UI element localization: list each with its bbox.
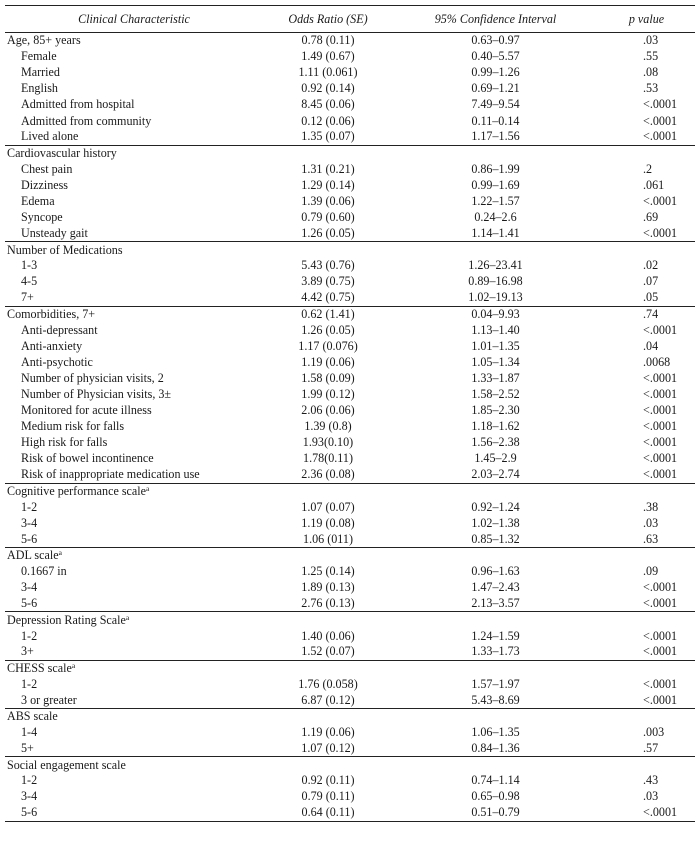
p-value-cell: <.0001	[643, 322, 678, 337]
characteristic-cell: Anti-anxiety	[21, 338, 83, 353]
characteristic-cell: 3-4	[21, 580, 38, 595]
characteristic-cell: 1-3	[21, 258, 38, 273]
table-row	[5, 338, 695, 354]
p-value-cell: .69	[643, 210, 659, 225]
confidence-interval-cell: 0.24–2.6	[474, 210, 517, 225]
table-row	[5, 580, 695, 596]
footnote-marker: a	[58, 548, 62, 558]
header-confidence-interval: 95% Confidence Interval	[393, 6, 598, 33]
group-header-row	[5, 612, 695, 628]
group-header-row	[5, 757, 695, 773]
confidence-interval-cell: 1.13–1.40	[471, 322, 520, 337]
p-value-cell: .55	[643, 49, 659, 64]
p-value-cell: .03	[598, 33, 695, 49]
p-value-cell: <.0001	[643, 451, 678, 466]
p-value-cell: .0068	[643, 354, 671, 369]
characteristic-cell: 1-2	[21, 676, 38, 691]
odds-ratio-cell: 1.31 (0.21)	[301, 161, 355, 176]
table-row	[5, 644, 695, 660]
odds-ratio-cell: 1.78(0.11)	[303, 451, 353, 466]
table-row	[5, 226, 695, 242]
p-value-cell: .03	[643, 515, 659, 530]
confidence-interval-cell: 1.14–1.41	[471, 225, 520, 240]
confidence-interval-cell: 1.57–1.97	[471, 676, 520, 691]
p-value-cell: .57	[643, 740, 659, 755]
group-title-text: CHESS scale	[7, 660, 72, 675]
odds-ratio-cell: 1.26 (0.05)	[301, 322, 355, 337]
table-row	[5, 419, 695, 435]
p-value-cell: <.0001	[643, 387, 678, 402]
group-header-row	[5, 548, 695, 564]
confidence-interval-cell: 0.40–5.57	[471, 49, 520, 64]
table-row	[5, 564, 695, 580]
group-header-row	[5, 483, 695, 499]
table-row	[5, 387, 695, 403]
table-row	[5, 129, 695, 145]
confidence-interval-cell: 2.03–2.74	[471, 467, 520, 482]
odds-ratio-cell: 1.49 (0.67)	[301, 49, 355, 64]
characteristic-cell: Married	[21, 65, 60, 80]
characteristic-cell: Syncope	[21, 210, 63, 225]
characteristic-cell: 3+	[21, 644, 34, 659]
confidence-interval-cell: 1.18–1.62	[471, 419, 520, 434]
p-value-cell: .08	[643, 65, 659, 80]
p-value-cell: .061	[643, 177, 665, 192]
characteristic-cell: Female	[21, 49, 57, 64]
group-title	[5, 483, 695, 499]
p-value-cell: .09	[643, 564, 659, 579]
table-row	[5, 805, 695, 821]
group-header-row	[5, 145, 695, 161]
group-header-row	[5, 242, 695, 258]
characteristic-cell: 4-5	[21, 274, 38, 289]
odds-ratio-cell: 1.76 (0.058)	[298, 676, 358, 691]
odds-ratio-cell: 3.89 (0.75)	[301, 274, 355, 289]
confidence-interval-cell: 1.02–1.38	[471, 515, 520, 530]
odds-ratio-cell: 1.07 (0.12)	[301, 740, 355, 755]
table-row	[5, 274, 695, 290]
characteristic-cell: Number of physician visits, 2	[21, 371, 164, 386]
characteristic-cell: 5+	[21, 740, 34, 755]
odds-ratio-cell: 5.43 (0.76)	[301, 258, 355, 273]
header-p-value: p value	[598, 6, 695, 33]
confidence-interval-cell: 1.06–1.35	[471, 725, 520, 740]
p-value-cell: <.0001	[643, 419, 678, 434]
characteristic-cell: 3 or greater	[21, 692, 77, 707]
table-row	[5, 467, 695, 483]
odds-ratio-cell: 0.62 (1.41)	[263, 306, 393, 322]
table-row	[5, 499, 695, 515]
table-row	[5, 81, 695, 97]
group-title-text: Cardiovascular history	[7, 145, 117, 160]
p-value-cell: <.0001	[643, 225, 678, 240]
characteristic-cell: Lived alone	[21, 129, 79, 144]
footnote-marker: a	[146, 483, 150, 493]
p-value-cell: <.0001	[643, 193, 678, 208]
table-row	[5, 322, 695, 338]
characteristic-cell: Edema	[21, 193, 55, 208]
odds-ratio-cell: 0.78 (0.11)	[263, 33, 393, 49]
characteristic-cell: Age, 85+ years	[5, 33, 263, 49]
footnote-marker: a	[125, 612, 130, 622]
confidence-interval-cell: 1.05–1.34	[471, 354, 520, 369]
odds-ratio-cell: 0.92 (0.14)	[301, 81, 355, 96]
odds-ratio-cell: 1.07 (0.07)	[301, 499, 355, 514]
p-value-cell: <.0001	[643, 644, 678, 659]
odds-ratio-cell: 0.12 (0.06)	[301, 113, 355, 128]
group-title	[5, 242, 695, 258]
odds-ratio-cell: 2.36 (0.08)	[301, 467, 355, 482]
table-row	[5, 435, 695, 451]
confidence-interval-cell: 0.74–1.14	[471, 773, 520, 788]
group-title-text: Number of Medications	[7, 242, 123, 257]
table-row	[5, 596, 695, 612]
characteristic-cell: Medium risk for falls	[21, 419, 125, 434]
p-value-cell: .38	[643, 499, 659, 514]
odds-ratio-cell: 4.42 (0.75)	[301, 290, 355, 305]
odds-ratio-cell: 1.58 (0.09)	[301, 371, 355, 386]
table-row	[5, 97, 695, 113]
confidence-interval-cell: 7.49–9.54	[471, 97, 520, 112]
p-value-cell: .02	[643, 258, 659, 273]
odds-ratio-cell: 0.92 (0.11)	[301, 773, 355, 788]
table-row	[5, 676, 695, 692]
table-row	[5, 290, 695, 306]
confidence-interval-cell: 0.85–1.32	[471, 531, 520, 546]
odds-ratio-cell: 1.19 (0.06)	[301, 725, 355, 740]
characteristic-cell: Anti-depressant	[21, 322, 98, 337]
group-title	[5, 757, 695, 773]
table-row	[5, 515, 695, 531]
table-row	[5, 49, 695, 65]
footnote-marker: a	[71, 660, 76, 670]
characteristic-cell: Number of Physician visits, 3±	[21, 387, 172, 402]
p-value-cell: <.0001	[643, 692, 678, 707]
confidence-interval-cell: 0.86–1.99	[471, 161, 520, 176]
table-body	[5, 33, 695, 822]
confidence-interval-cell: 1.22–1.57	[471, 193, 520, 208]
odds-ratio-cell: 2.06 (0.06)	[301, 403, 355, 418]
table-row	[5, 725, 695, 741]
confidence-interval-cell: 1.33–1.73	[471, 644, 520, 659]
p-value-cell: <.0001	[643, 435, 678, 450]
group-title-text: ADL scale	[7, 548, 59, 563]
table-row	[5, 692, 695, 708]
confidence-interval-cell: 1.24–1.59	[471, 628, 520, 643]
characteristic-cell: Monitored for acute illness	[21, 403, 152, 418]
odds-ratio-cell: 1.17 (0.076)	[298, 338, 358, 353]
odds-ratio-cell: 6.87 (0.12)	[301, 692, 355, 707]
odds-ratio-cell: 1.40 (0.06)	[301, 628, 355, 643]
odds-ratio-table	[5, 5, 695, 822]
characteristic-cell: English	[21, 81, 58, 96]
group-title-text: Cognitive performance scale	[7, 483, 147, 498]
table-row	[5, 210, 695, 226]
odds-ratio-cell: 1.93(0.10)	[302, 435, 354, 450]
characteristic-cell: 5-6	[5, 805, 263, 821]
p-value-cell: <.0001	[643, 113, 678, 128]
characteristic-cell: High risk for falls	[21, 435, 108, 450]
characteristic-cell: 1-4	[21, 725, 38, 740]
confidence-interval-cell: 1.17–1.56	[471, 129, 520, 144]
odds-ratio-cell: 1.39 (0.06)	[301, 193, 355, 208]
table-row	[5, 773, 695, 789]
p-value-cell: .003	[643, 725, 665, 740]
confidence-interval-cell: 0.65–0.98	[471, 789, 520, 804]
header-clinical-characteristic: Clinical Characteristic	[5, 6, 263, 33]
odds-ratio-cell: 1.99 (0.12)	[301, 387, 355, 402]
table-row	[5, 258, 695, 274]
p-value-cell: .04	[643, 338, 659, 353]
group-title	[5, 612, 695, 628]
p-value-cell: .03	[643, 789, 659, 804]
odds-ratio-cell: 1.29 (0.14)	[301, 177, 355, 192]
confidence-interval-cell: 1.02–19.13	[468, 290, 523, 305]
p-value-cell: .2	[643, 161, 653, 176]
characteristic-cell: 5-6	[21, 596, 38, 611]
characteristic-cell: Anti-psychotic	[21, 354, 93, 369]
odds-ratio-cell: 1.19 (0.06)	[301, 354, 355, 369]
confidence-interval-cell: 1.56–2.38	[471, 435, 520, 450]
confidence-interval-cell: 1.47–2.43	[471, 580, 520, 595]
p-value-cell: <.0001	[643, 596, 678, 611]
table-row	[5, 370, 695, 386]
group-header-row	[5, 660, 695, 676]
p-value-cell: <.0001	[643, 403, 678, 418]
odds-ratio-cell: 0.64 (0.11)	[263, 805, 393, 821]
confidence-interval-cell: 2.13–3.57	[471, 596, 520, 611]
confidence-interval-cell: 0.92–1.24	[471, 499, 520, 514]
characteristic-cell: 1-2	[21, 628, 38, 643]
characteristic-cell: Risk of bowel incontinence	[21, 451, 154, 466]
odds-ratio-cell: 0.79 (0.11)	[301, 789, 355, 804]
table-row	[5, 403, 695, 419]
characteristic-cell: Comorbidities, 7+	[5, 306, 263, 322]
p-value-cell: <.0001	[643, 676, 678, 691]
table-header	[5, 6, 695, 33]
confidence-interval-cell: 5.43–8.69	[471, 692, 520, 707]
table-row	[5, 628, 695, 644]
header-odds-ratio: Odds Ratio (SE)	[263, 6, 393, 33]
characteristic-cell: Risk of inappropriate medication use	[21, 467, 200, 482]
odds-ratio-cell: 1.06 (011)	[303, 531, 353, 546]
characteristic-cell: 7+	[21, 290, 34, 305]
p-value-cell: <.0001	[598, 805, 695, 821]
group-title-text: Depression Rating Scale	[7, 612, 126, 627]
odds-ratio-cell: 1.19 (0.08)	[301, 515, 355, 530]
confidence-interval-cell: 0.04–9.93	[393, 306, 598, 322]
group-title	[5, 548, 695, 564]
odds-ratio-cell: 2.76 (0.13)	[301, 596, 355, 611]
confidence-interval-cell: 1.26–23.41	[468, 258, 523, 273]
confidence-interval-cell: 0.69–1.21	[471, 81, 520, 96]
header-row	[5, 6, 695, 33]
confidence-interval-cell: 1.45–2.9	[474, 451, 517, 466]
group-title-text: Social engagement scale	[7, 757, 126, 772]
table-row	[5, 306, 695, 322]
odds-ratio-cell: 1.52 (0.07)	[301, 644, 355, 659]
confidence-interval-cell: 1.85–2.30	[471, 403, 520, 418]
odds-ratio-cell: 1.26 (0.05)	[301, 225, 355, 240]
table-row	[5, 451, 695, 467]
p-value-cell: <.0001	[643, 97, 678, 112]
characteristic-cell: 3-4	[21, 515, 38, 530]
confidence-interval-cell: 1.33–1.87	[471, 371, 520, 386]
table-row	[5, 741, 695, 757]
table-row	[5, 33, 695, 49]
group-header-row	[5, 708, 695, 724]
confidence-interval-cell: 1.01–1.35	[471, 338, 520, 353]
p-value-cell: .74	[598, 306, 695, 322]
confidence-interval-cell: 0.96–1.63	[471, 564, 520, 579]
table-row	[5, 531, 695, 547]
p-value-cell: .07	[643, 274, 659, 289]
odds-ratio-cell: 1.11 (0.061)	[298, 65, 358, 80]
odds-ratio-cell: 8.45 (0.06)	[301, 97, 355, 112]
confidence-interval-cell: 0.89–16.98	[468, 274, 523, 289]
table-row	[5, 113, 695, 129]
characteristic-cell: 1-2	[21, 773, 38, 788]
table-row	[5, 65, 695, 81]
confidence-interval-cell: 0.99–1.26	[471, 65, 520, 80]
p-value-cell: .63	[643, 531, 659, 546]
p-value-cell: <.0001	[643, 580, 678, 595]
table-row	[5, 789, 695, 805]
odds-ratio-cell: 1.35 (0.07)	[301, 129, 355, 144]
characteristic-cell: Admitted from community	[21, 113, 152, 128]
confidence-interval-cell: 0.99–1.69	[471, 177, 520, 192]
characteristic-cell: 1-2	[21, 499, 38, 514]
group-title-text: ABS scale	[7, 709, 58, 724]
p-value-cell: .53	[643, 81, 659, 96]
p-value-cell: .05	[643, 290, 659, 305]
odds-ratio-cell: 1.25 (0.14)	[301, 564, 355, 579]
characteristic-cell: Unsteady gait	[21, 225, 88, 240]
table-row	[5, 161, 695, 177]
p-value-cell: .43	[643, 773, 659, 788]
p-value-cell: <.0001	[643, 467, 678, 482]
table-row	[5, 354, 695, 370]
group-title	[5, 660, 695, 676]
characteristic-cell: Admitted from hospital	[21, 97, 135, 112]
characteristic-cell: Dizziness	[21, 177, 69, 192]
characteristic-cell: 5-6	[21, 531, 38, 546]
p-value-cell: <.0001	[643, 371, 678, 386]
odds-ratio-cell: 0.79 (0.60)	[301, 210, 355, 225]
characteristic-cell: 3-4	[21, 789, 38, 804]
confidence-interval-cell: 0.11–0.14	[471, 113, 520, 128]
characteristic-cell: Chest pain	[21, 161, 73, 176]
p-value-cell: <.0001	[643, 628, 678, 643]
group-title	[5, 708, 695, 724]
group-title	[5, 145, 695, 161]
characteristic-cell: 0.1667 in	[21, 564, 67, 579]
table-row	[5, 177, 695, 193]
confidence-interval-cell: 1.58–2.52	[471, 387, 520, 402]
p-value-cell: <.0001	[643, 129, 678, 144]
odds-ratio-cell: 1.89 (0.13)	[301, 580, 355, 595]
confidence-interval-cell: 0.51–0.79	[393, 805, 598, 821]
confidence-interval-cell: 0.63–0.97	[393, 33, 598, 49]
table-row	[5, 193, 695, 209]
odds-ratio-cell: 1.39 (0.8)	[304, 419, 352, 434]
confidence-interval-cell: 0.84–1.36	[471, 740, 520, 755]
